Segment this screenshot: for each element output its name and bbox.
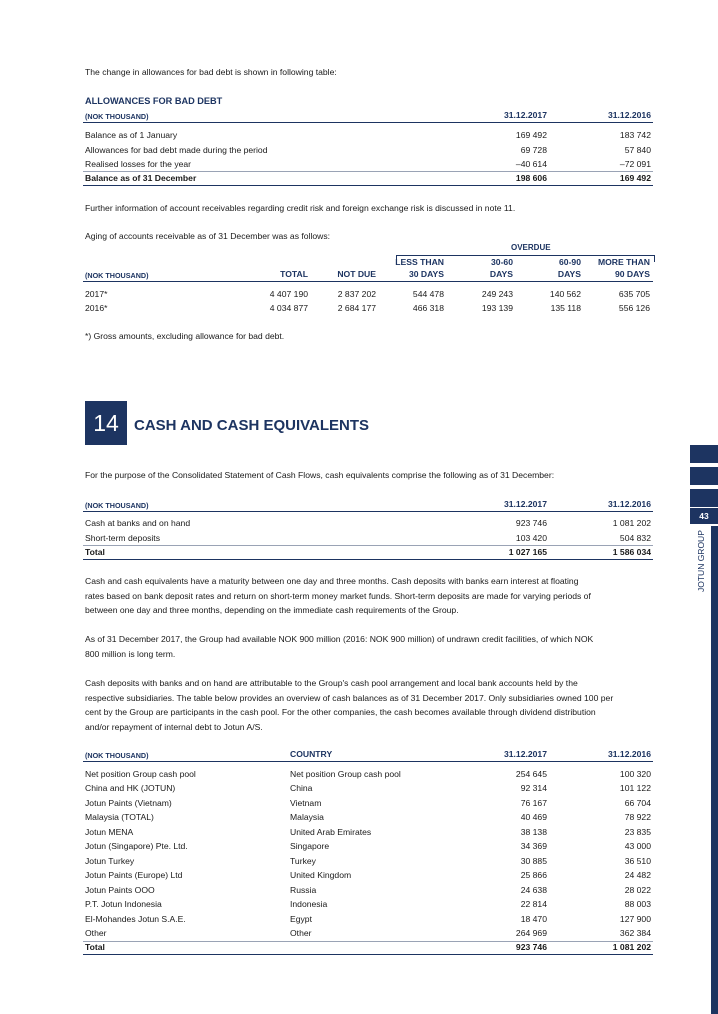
allowances-row-label: Allowances for bad debt made during the period [85,145,268,155]
paragraph-cash-pool [85,676,660,734]
aging-col-total: TOTAL [280,269,308,279]
pool-row-company: Jotun (Singapore) Pte. Ltd. [85,841,188,852]
aging-col-30-60: DAYS [489,269,513,279]
pool-row-value: 34 369 [520,841,547,852]
allowances-header-rule [83,122,653,123]
pool-row-company: China and HK (JOTUN) [85,783,176,794]
allowances-total-value: 169 492 [619,173,651,183]
aging-cell: 466 318 [412,303,444,313]
pool-row-company: Jotun Paints (Vietnam) [85,797,172,808]
pool-row-country: Other [290,927,312,938]
cash-row-value: 504 832 [619,533,651,543]
paragraph-line: rates based on bank deposit rates and return on short-term money market funds. Short-term deposits are made for varying periods of [85,590,591,601]
cash-total-value: 1 586 034 [612,547,651,557]
pool-row-value: 88 003 [624,899,651,910]
aging-cell: 249 243 [481,289,513,299]
pool-row-country: Net position Group cash pool [290,769,401,779]
section-title: CASH AND CASH EQUIVALENTS [134,417,370,434]
cash-col-2017: 31.12.2017 [503,499,547,509]
allowances-row-value: 57 840 [624,145,651,155]
cash-unit: (NOK THOUSAND) [85,501,149,510]
pool-row-value: 127 900 [619,913,651,924]
paragraph-line: Cash and cash equivalents have a maturity between one day and three months. Cash deposits with banks earn interest at floating [85,576,579,586]
paragraph-line: cent by the Group are participants in the cash pool. For the other companies, the cash becomes available through dividend distribution [85,707,596,717]
pool-row-company: Other [85,927,107,938]
pool-row-country: United Arab Emirates [290,826,372,837]
aging-cell: 4 034 877 [269,303,308,313]
pool-row-value: 362 384 [619,927,651,938]
pool-row-value: 23 835 [624,826,651,837]
paragraph-line: Cash deposits with banks and on hand are attributable to the Group's cash pool arrangement and local bank accounts held by the [85,678,578,688]
cash-total-rule [83,545,653,546]
cash-header-rule [83,511,653,512]
aging-cell: 2 684 177 [337,303,376,313]
pool-col-2017: 31.12.2017 [503,749,547,759]
aging-unit: (NOK THOUSAND) [85,271,149,280]
pool-row-value: 923 746 [515,942,547,953]
sidebar-tab [690,467,718,485]
pool-row-value: 264 969 [515,927,547,938]
allowances-bottom-rule [83,185,653,186]
aging-cell: 544 478 [412,289,444,299]
cash-total-label: Total [85,547,105,557]
pool-row-value: 24 482 [624,870,651,881]
pool-row-country: China [290,783,313,794]
allowances-total-rule [83,171,653,172]
aging-col-60-90: DAYS [557,269,581,279]
pool-row-company: El-Mohandes Jotun S.A.E. [85,913,186,924]
brand-label: JOTUN GROUP [696,530,706,592]
aging-cell: 193 139 [481,303,513,313]
allowances-total-label: Balance as of 31 December [85,173,197,183]
paragraph-maturity [85,574,660,618]
pool-bottom-rule [83,954,653,955]
aging-col-30-60: 30-60 [491,257,513,267]
pool-row-country: Turkey [290,855,316,866]
aging-cell: 135 118 [550,303,581,313]
cash-bottom-rule [83,559,653,560]
pool-row-company: Jotun Paints (Europe) Ltd [85,870,183,881]
pool-row-company: Total [85,942,105,953]
pool-row-country: Vietnam [290,797,322,808]
sidebar-tab [690,445,718,463]
pool-row-value: 24 638 [520,884,547,895]
allowances-total-value: 198 606 [515,173,547,183]
pool-row-value: 100 320 [619,769,651,779]
allowances-row-value: –40 614 [515,159,547,169]
pool-row-value: 66 704 [624,797,651,808]
cash-row-label: Cash at banks and on hand [85,518,191,528]
cash-row-value: 1 081 202 [612,518,651,528]
aging-col-60-90: 60-90 [559,257,581,267]
allowances-title: ALLOWANCES FOR BAD DEBT [85,96,223,106]
pool-row-country: Indonesia [290,899,328,910]
pool-row-company: Jotun MENA [85,826,134,837]
aging-cell: 635 705 [618,289,650,299]
sidebar-tab [690,489,718,507]
paragraph-line: respective subsidiaries. The table below provides an overview of cash balances as of 31 December 2017. Only subsidiaries owned 100 per [85,692,614,703]
aging-intro-text: Aging of accounts receivable as of 31 December was as follows: [85,231,331,241]
cash-row-value: 103 420 [515,533,547,543]
pool-row-value: 43 000 [624,841,651,852]
pool-row-country: Russia [290,884,317,895]
pool-col-country: COUNTRY [290,749,333,759]
pool-row-company: P.T. Jotun Indonesia [85,899,162,910]
pool-row-value: 1 081 202 [612,942,651,953]
cash-col-2016: 31.12.2016 [607,499,651,509]
pool-row-value: 92 314 [520,783,547,794]
aging-header-rule [83,281,653,282]
pool-row-country: Egypt [290,913,312,924]
aging-col-more-than: 90 DAYS [614,269,650,279]
paragraph-line: As of 31 December 2017, the Group had available NOK 900 million (2016: NOK 900 million) of undrawn credit facilities, of which NOK [85,634,594,644]
allowances-col-2017: 31.12.2017 [503,110,547,120]
allowances-row-value: 183 742 [619,130,651,140]
pool-row-country: Malaysia [290,812,324,823]
aging-row-year: 2017* [85,289,108,299]
further-info-text: Further information of account receivables regarding credit risk and foreign exchange risk is discussed in note 11. [85,203,516,213]
pool-row-value: 38 138 [520,826,547,837]
pool-row-company: Net position Group cash pool [85,769,196,779]
sidebar-bar [711,526,718,1014]
allowances-row-label: Realised losses for the year [85,159,192,169]
pool-row-company: Malaysia (TOTAL) [85,812,154,823]
aging-cell: 140 562 [549,289,581,299]
allowances-row-value: –72 091 [619,159,651,169]
allowances-row-label: Balance as of 1 January [85,130,178,140]
pool-row-value: 254 645 [515,769,547,779]
pool-row-company: Jotun Turkey [85,855,135,866]
section-number-badge: 14 [85,401,127,445]
pool-row-value: 28 022 [624,884,651,895]
pool-row-value: 101 122 [619,783,651,794]
aging-col-not-due: NOT DUE [337,269,376,279]
cash-total-value: 1 027 165 [508,547,547,557]
pool-row-value: 76 167 [520,797,547,808]
pool-col-2016: 31.12.2016 [607,749,651,759]
aging-footnote: *) Gross amounts, excluding allowance for bad debt. [85,331,285,341]
pool-row-country: Singapore [290,841,330,852]
cash-intro-text: For the purpose of the Consolidated Statement of Cash Flows, cash equivalents comprise the following as of 31 December: [85,470,555,480]
pool-header-rule [83,761,653,762]
aging-col-more-than: MORE THAN [597,257,650,267]
pool-row-value: 25 866 [520,870,547,881]
pool-unit: (NOK THOUSAND) [85,751,149,760]
pool-row-value: 22 814 [520,899,547,910]
aging-col-less-than: LESS THAN [395,257,444,267]
pool-row-company: Jotun Paints OOO [85,884,155,895]
pool-row-country: United Kingdom [290,870,352,881]
paragraph-line: between one day and three months, depending on the immediate cash requirements of the Group. [85,605,459,615]
paragraph-credit-facilities [85,632,660,661]
paragraph-line: 800 million is long term. [85,648,176,659]
aging-cell: 556 126 [618,303,650,313]
pool-row-value: 40 469 [520,812,547,823]
cash-row-value: 923 746 [515,518,547,528]
allowances-col-2016: 31.12.2016 [607,110,651,120]
allowance-intro: The change in allowances for bad debt is shown in following table: [85,67,337,77]
pool-row-value: 36 510 [624,855,651,866]
page-number: 43 [690,508,718,524]
aging-cell: 4 407 190 [269,289,308,299]
pool-row-value: 30 885 [520,855,547,866]
aging-cell: 2 837 202 [337,289,376,299]
allowances-unit: (NOK THOUSAND) [85,112,149,121]
aging-row-year: 2016* [85,303,108,313]
paragraph-line: and/or repayment of internal debt to Jotun A/S. [85,721,263,732]
pool-row-value: 18 470 [520,913,547,924]
cash-row-label: Short-term deposits [85,533,160,543]
allowances-row-value: 69 728 [520,145,547,155]
allowances-row-value: 169 492 [515,130,547,140]
aging-col-less-than: 30 DAYS [408,269,444,279]
aging-overdue-label: OVERDUE [511,243,551,252]
pool-row-value: 78 922 [624,812,651,823]
